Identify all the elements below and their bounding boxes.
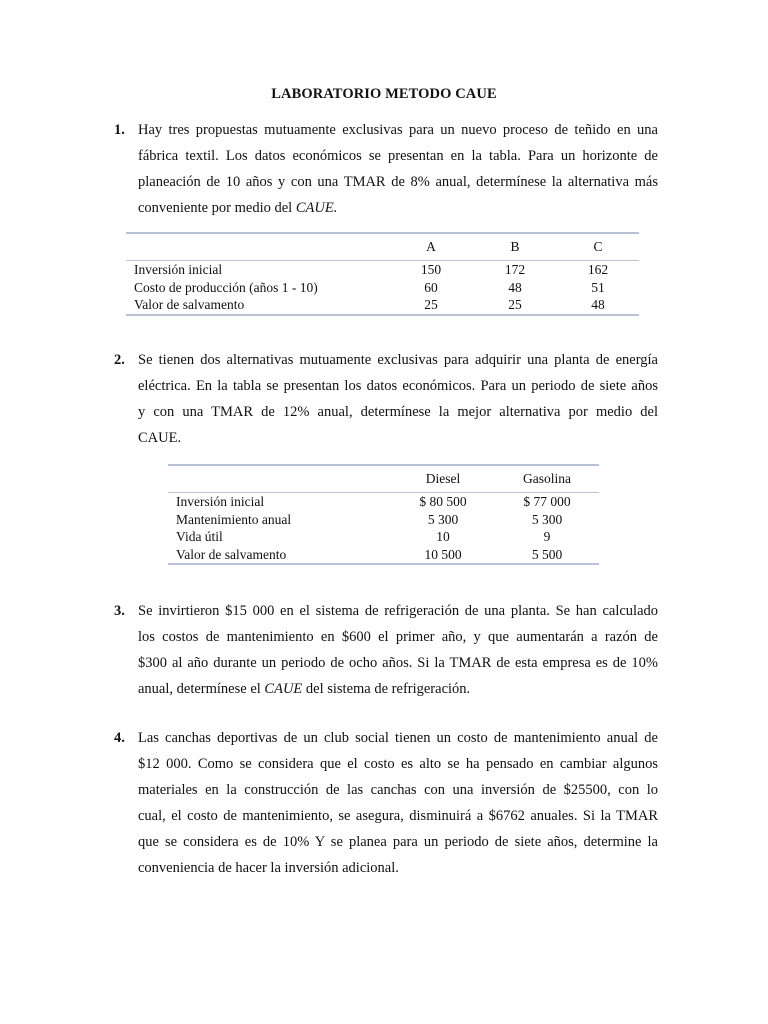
text-line	[138, 676, 658, 702]
table-header-cell: B	[510, 239, 520, 254]
text-segment-italic: CAUE	[264, 681, 303, 697]
text-line: los costos de mantenimiento en $600 el primer año, y que aumentarán a razón de	[138, 629, 658, 645]
page-title: LABORATORIO METODO CAUE	[271, 86, 497, 102]
table-header-cell	[126, 233, 389, 261]
table-cell: Mantenimiento anual	[176, 511, 292, 527]
problem-text	[138, 117, 658, 221]
table-header-cell: A	[426, 239, 436, 254]
table-cell: $ 80 500	[419, 494, 467, 509]
table-cell: 48	[591, 297, 605, 312]
problem-1	[114, 117, 658, 221]
table-cell: Costo de producción (años 1 - 10)	[134, 279, 318, 295]
text-line: eléctrica. En la tabla se presentan los datos económicos. Para un periodo de siete años	[138, 378, 658, 394]
table-cell: $ 77 000	[523, 494, 571, 509]
problem-number: 1.	[114, 122, 125, 138]
text-line: conveniencia de hacer la inversión adicional.	[138, 860, 399, 876]
text-line: Se invirtieron $15 000 en el sistema de refrigeración de una planta. Se han calculado	[138, 603, 658, 619]
table-cell: Valor de salvamento	[176, 546, 287, 562]
text-line: CAUE.	[138, 430, 182, 446]
problem-text	[138, 347, 658, 451]
text-segment: anual, determínese el	[138, 681, 265, 697]
table-cell: Vida útil	[176, 529, 223, 544]
table-cell: 10 500	[424, 546, 462, 562]
table-cell: 10	[436, 529, 450, 544]
table-cell: 51	[591, 279, 605, 295]
text-segment: conveniente por medio del	[138, 200, 296, 216]
text-line: planeación de 10 años y con una TMAR de 8% anual, determínese la alternativa más	[138, 174, 658, 190]
text-segment-italic: CAUE.	[295, 200, 338, 216]
table-header-cell: Gasolina	[523, 471, 571, 486]
table-header-row	[126, 233, 639, 261]
table-cell: Valor de salvamento	[134, 297, 245, 312]
problem-3	[114, 598, 658, 702]
text-segment: del sistema de refrigeración.	[302, 681, 471, 697]
table-cell: 5 300	[531, 511, 563, 527]
problem-text	[138, 725, 658, 881]
text-line: cual, el costo de mantenimiento, se asegura, disminuirá a $6762 anuales. Si la TMAR	[138, 808, 658, 824]
table-cell: 5 300	[427, 511, 459, 527]
table-problem-1	[126, 232, 639, 316]
text-line: que se considera es de 10% Y se planea para un periodo de siete años, determine la	[138, 834, 658, 850]
table-cell: 25	[424, 297, 438, 312]
table-row	[126, 279, 639, 297]
table-cell: 5 500	[531, 546, 563, 562]
table-row	[126, 261, 639, 279]
text-line: Hay tres propuestas mutuamente exclusivas para un nuevo proceso de teñido en una	[138, 122, 658, 138]
text-line: Las canchas deportivas de un club social tienen un costo de mantenimiento anual de	[138, 730, 658, 746]
text-line: fábrica textil. Los datos económicos se presentan en la tabla. Para un horizonte de	[138, 148, 658, 164]
table-cell: 48	[508, 279, 522, 295]
table-cell: 150	[420, 262, 442, 277]
table-row	[168, 528, 599, 546]
table-row	[168, 546, 599, 565]
text-line: $12 000. Como se considera que el costo es alto se ha pensado en cambiar algunos	[138, 756, 658, 772]
problem-text	[138, 598, 658, 702]
problem-number: 2.	[114, 352, 125, 368]
table-header-cell: C	[593, 239, 603, 254]
table-row	[168, 493, 599, 511]
table-row	[126, 296, 639, 315]
table-cell: Inversión inicial	[176, 494, 265, 509]
problem-2	[114, 347, 658, 451]
text-line: y con una TMAR de 12% anual, determínese la mejor alternativa por medio del	[138, 404, 658, 420]
table-cell: 25	[508, 297, 522, 312]
problem-number: 3.	[114, 603, 125, 619]
table-cell: 172	[504, 262, 526, 277]
text-line: Se tienen dos alternativas mutuamente exclusivas para adquirir una planta de energía	[138, 352, 658, 368]
problem-number: 4.	[114, 730, 125, 746]
table-header-cell	[168, 465, 391, 493]
table-cell: 9	[543, 529, 551, 544]
text-line	[138, 195, 658, 221]
table-problem-2	[168, 464, 599, 565]
table-cell: 162	[587, 262, 609, 277]
table-row	[168, 511, 599, 529]
table-header-row	[168, 465, 599, 493]
text-line: $300 al año durante un periodo de ocho años. Si la TMAR de esta empresa es de 10%	[138, 655, 658, 671]
table-cell: Inversión inicial	[134, 262, 223, 277]
table-cell: 60	[424, 279, 438, 295]
text-line: materiales en la construcción de las canchas con una inversión de $25500, con lo	[138, 782, 658, 798]
table-header-cell: Diesel	[425, 471, 461, 486]
problem-4	[114, 725, 658, 881]
